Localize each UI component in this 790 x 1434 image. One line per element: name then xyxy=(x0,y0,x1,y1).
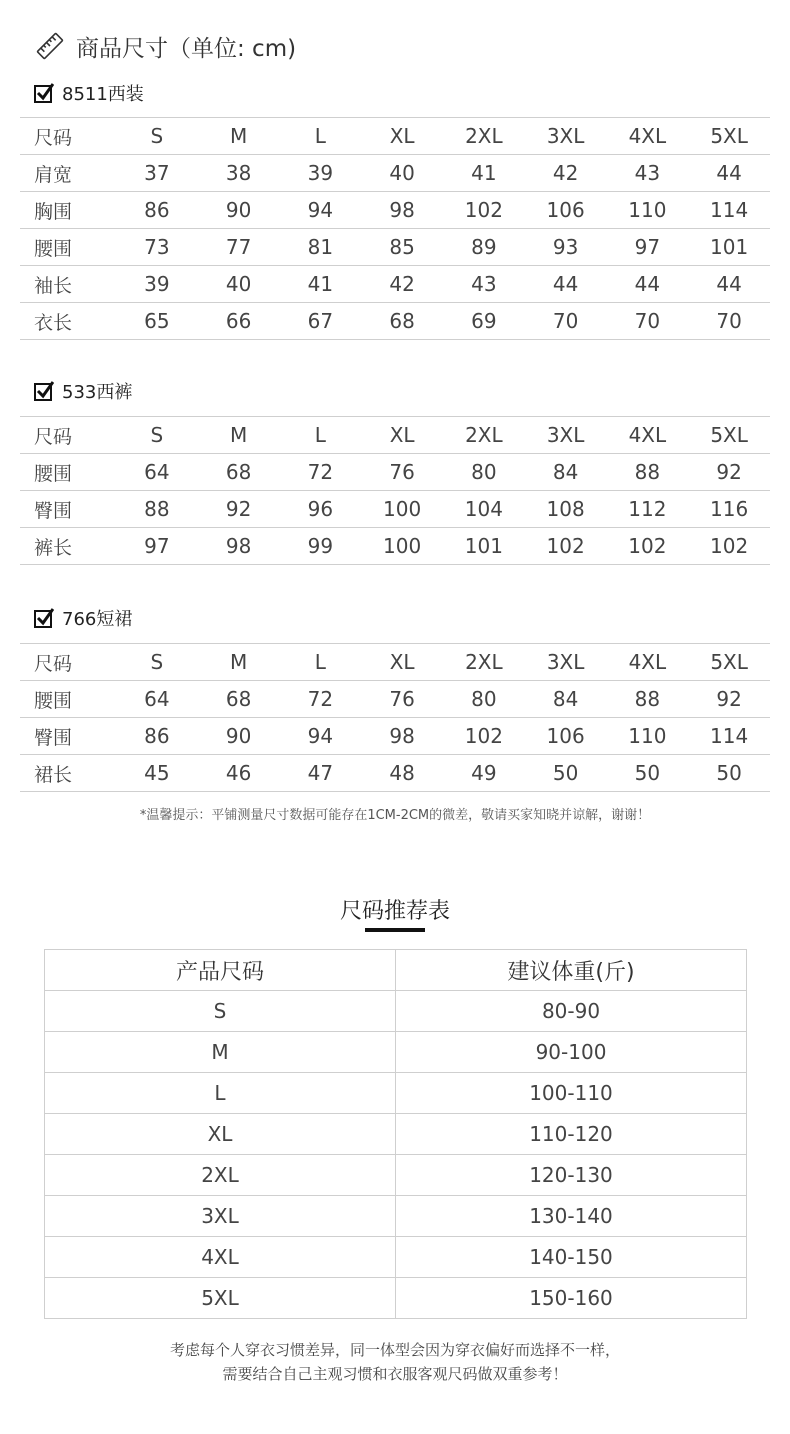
table-cell: 5XL xyxy=(688,118,770,155)
table-cell: 104 xyxy=(443,491,525,528)
table-cell: 70 xyxy=(607,303,689,340)
recommend-table xyxy=(44,949,747,1319)
table-cell: 5XL xyxy=(45,1278,396,1319)
table-cell: 102 xyxy=(525,528,607,565)
table-cell: 84 xyxy=(525,454,607,491)
table-cell: 85 xyxy=(361,229,443,266)
table-row xyxy=(20,491,770,528)
table-cell: 130-140 xyxy=(396,1196,747,1237)
table-cell: 4XL xyxy=(45,1237,396,1278)
table-cell: 90 xyxy=(198,718,280,755)
table-cell: 肩宽 xyxy=(20,155,116,192)
size-table-trousers xyxy=(20,416,770,565)
table-cell: 93 xyxy=(525,229,607,266)
table-row xyxy=(45,1196,747,1237)
table-cell: S xyxy=(116,417,198,454)
checkbox-checked-icon xyxy=(34,381,54,401)
section-heading-trousers xyxy=(34,378,132,404)
table-cell: 102 xyxy=(443,192,525,229)
table-cell: 72 xyxy=(280,681,362,718)
table-cell: 40 xyxy=(198,266,280,303)
table-cell: 40 xyxy=(361,155,443,192)
table-cell: 68 xyxy=(361,303,443,340)
table-cell: 88 xyxy=(607,454,689,491)
table-cell: 65 xyxy=(116,303,198,340)
table-cell: 106 xyxy=(525,718,607,755)
table-cell: 42 xyxy=(525,155,607,192)
table-cell: 50 xyxy=(607,755,689,792)
table-cell: 100-110 xyxy=(396,1073,747,1114)
table-cell: M xyxy=(45,1032,396,1073)
table-cell: 39 xyxy=(116,266,198,303)
table-cell: 37 xyxy=(116,155,198,192)
table-cell: 45 xyxy=(116,755,198,792)
table-cell: 114 xyxy=(688,192,770,229)
table-cell: XL xyxy=(45,1114,396,1155)
checkbox-checked-icon xyxy=(34,608,54,628)
table-cell: S xyxy=(45,991,396,1032)
table-cell: 99 xyxy=(280,528,362,565)
table-cell: 80 xyxy=(443,454,525,491)
table-row xyxy=(20,454,770,491)
table-cell: 140-150 xyxy=(396,1237,747,1278)
table-cell: 98 xyxy=(198,528,280,565)
table-cell: 77 xyxy=(198,229,280,266)
table-cell: 92 xyxy=(688,454,770,491)
table-cell: 64 xyxy=(116,454,198,491)
table-cell: 腰围 xyxy=(20,229,116,266)
table-cell: 102 xyxy=(443,718,525,755)
table-row xyxy=(45,1278,747,1319)
table-cell: 43 xyxy=(607,155,689,192)
table-cell: 建议体重(斤) xyxy=(396,950,747,991)
table-cell: 72 xyxy=(280,454,362,491)
table-cell: 44 xyxy=(688,266,770,303)
table-cell: 2XL xyxy=(443,118,525,155)
table-cell: S xyxy=(116,118,198,155)
table-cell: 3XL xyxy=(525,644,607,681)
table-cell: M xyxy=(198,644,280,681)
table-row xyxy=(45,991,747,1032)
table-cell: 101 xyxy=(688,229,770,266)
table-row xyxy=(20,681,770,718)
table-cell: 衣长 xyxy=(20,303,116,340)
table-cell: 50 xyxy=(525,755,607,792)
table-cell: 84 xyxy=(525,681,607,718)
table-cell: 120-130 xyxy=(396,1155,747,1196)
table-cell: XL xyxy=(361,118,443,155)
ruler-icon xyxy=(36,32,64,60)
table-cell: 69 xyxy=(443,303,525,340)
table-cell: 41 xyxy=(443,155,525,192)
table-cell: 43 xyxy=(443,266,525,303)
table-cell: 68 xyxy=(198,681,280,718)
table-cell: 101 xyxy=(443,528,525,565)
table-cell: 89 xyxy=(443,229,525,266)
table-cell: 42 xyxy=(361,266,443,303)
table-cell: 裙长 xyxy=(20,755,116,792)
table-cell: 92 xyxy=(688,681,770,718)
recommend-title: 尺码推荐表 xyxy=(339,899,450,924)
table-cell: 39 xyxy=(280,155,362,192)
table-cell: 110 xyxy=(607,192,689,229)
page-title: 商品尺寸（单位: cm) xyxy=(76,35,297,62)
table-cell: 76 xyxy=(361,454,443,491)
table-cell: 2XL xyxy=(443,644,525,681)
table-cell: 73 xyxy=(116,229,198,266)
table-row xyxy=(20,155,770,192)
table-cell: 50 xyxy=(688,755,770,792)
section-title: 533西裤 xyxy=(62,382,133,403)
table-cell: 76 xyxy=(361,681,443,718)
table-row xyxy=(45,1032,747,1073)
table-header-row xyxy=(45,950,747,991)
table-cell: 94 xyxy=(280,718,362,755)
table-cell: 44 xyxy=(688,155,770,192)
table-cell: 68 xyxy=(198,454,280,491)
table-cell: L xyxy=(280,118,362,155)
footer-line-2: 需要结合自己主观习惯和衣服客观尺码做双重参考！ xyxy=(222,1365,568,1383)
table-cell: 110 xyxy=(607,718,689,755)
table-cell: 胸围 xyxy=(20,192,116,229)
table-row xyxy=(20,755,770,792)
section-heading-suit xyxy=(34,80,144,106)
table-cell: 5XL xyxy=(688,644,770,681)
table-cell: 44 xyxy=(607,266,689,303)
table-row xyxy=(45,1237,747,1278)
table-cell: 尺码 xyxy=(20,417,116,454)
table-cell: 袖长 xyxy=(20,266,116,303)
table-row xyxy=(20,192,770,229)
table-cell: 腰围 xyxy=(20,681,116,718)
table-cell: 67 xyxy=(280,303,362,340)
table-cell: 150-160 xyxy=(396,1278,747,1319)
table-cell: 臀围 xyxy=(20,718,116,755)
table-cell: 2XL xyxy=(45,1155,396,1196)
table-row xyxy=(20,229,770,266)
table-cell: 38 xyxy=(198,155,280,192)
table-cell: 86 xyxy=(116,192,198,229)
table-cell: 3XL xyxy=(45,1196,396,1237)
table-cell: 100 xyxy=(361,491,443,528)
table-cell: 3XL xyxy=(525,118,607,155)
table-cell: 106 xyxy=(525,192,607,229)
measurement-note: *温馨提示：平铺测量尺寸数据可能存在1CM-2CM的微差，敬请买家知晓并谅解，谢谢！ xyxy=(139,808,651,823)
table-cell: 裤长 xyxy=(20,528,116,565)
table-row xyxy=(20,303,770,340)
table-cell: 110-120 xyxy=(396,1114,747,1155)
table-cell: 88 xyxy=(607,681,689,718)
table-cell: 98 xyxy=(361,718,443,755)
table-cell: M xyxy=(198,118,280,155)
table-cell: 5XL xyxy=(688,417,770,454)
table-cell: 4XL xyxy=(607,644,689,681)
table-cell: 97 xyxy=(607,229,689,266)
table-cell: 尺码 xyxy=(20,118,116,155)
table-cell: 64 xyxy=(116,681,198,718)
table-cell: 48 xyxy=(361,755,443,792)
table-row xyxy=(20,718,770,755)
table-cell: 80-90 xyxy=(396,991,747,1032)
table-cell: 41 xyxy=(280,266,362,303)
table-row xyxy=(45,1114,747,1155)
table-cell: 96 xyxy=(280,491,362,528)
table-cell: 108 xyxy=(525,491,607,528)
table-cell: 产品尺码 xyxy=(45,950,396,991)
table-cell: 47 xyxy=(280,755,362,792)
size-table-skirt xyxy=(20,643,770,792)
table-cell: 97 xyxy=(116,528,198,565)
table-cell: 92 xyxy=(198,491,280,528)
checkbox-checked-icon xyxy=(34,83,54,103)
table-row xyxy=(45,1073,747,1114)
table-cell: 70 xyxy=(525,303,607,340)
table-cell: 腰围 xyxy=(20,454,116,491)
size-table-suit xyxy=(20,117,770,340)
section-title: 8511西装 xyxy=(62,84,144,105)
table-cell: L xyxy=(280,417,362,454)
table-cell: 3XL xyxy=(525,417,607,454)
table-cell: 100 xyxy=(361,528,443,565)
table-header-row xyxy=(20,417,770,454)
page-title-row xyxy=(36,28,296,64)
section-title: 766短裙 xyxy=(62,609,133,630)
table-cell: 尺码 xyxy=(20,644,116,681)
table-cell: 102 xyxy=(688,528,770,565)
table-cell: 81 xyxy=(280,229,362,266)
footer-line-1: 考虑每个人穿衣习惯差异，同一体型会因为穿衣偏好而选择不一样， xyxy=(169,1341,620,1359)
table-cell: 66 xyxy=(198,303,280,340)
table-row xyxy=(45,1155,747,1196)
table-row xyxy=(20,528,770,565)
table-cell: 112 xyxy=(607,491,689,528)
table-cell: XL xyxy=(361,644,443,681)
table-cell: L xyxy=(45,1073,396,1114)
table-cell: 46 xyxy=(198,755,280,792)
table-cell: 114 xyxy=(688,718,770,755)
table-cell: 臀围 xyxy=(20,491,116,528)
table-cell: 70 xyxy=(688,303,770,340)
table-cell: L xyxy=(280,644,362,681)
table-cell: 4XL xyxy=(607,417,689,454)
table-header-row xyxy=(20,118,770,155)
table-cell: 2XL xyxy=(443,417,525,454)
table-cell: 44 xyxy=(525,266,607,303)
table-cell: M xyxy=(198,417,280,454)
table-cell: 90 xyxy=(198,192,280,229)
table-cell: 4XL xyxy=(607,118,689,155)
title-underline xyxy=(365,928,425,932)
footer-note xyxy=(0,1338,790,1386)
table-cell: 88 xyxy=(116,491,198,528)
table-cell: 86 xyxy=(116,718,198,755)
table-cell: XL xyxy=(361,417,443,454)
section-heading-skirt xyxy=(34,605,132,631)
table-row xyxy=(20,266,770,303)
table-cell: 49 xyxy=(443,755,525,792)
table-cell: S xyxy=(116,644,198,681)
table-header-row xyxy=(20,644,770,681)
table-cell: 90-100 xyxy=(396,1032,747,1073)
table-cell: 102 xyxy=(607,528,689,565)
table-cell: 80 xyxy=(443,681,525,718)
table-cell: 94 xyxy=(280,192,362,229)
table-cell: 98 xyxy=(361,192,443,229)
table-cell: 116 xyxy=(688,491,770,528)
